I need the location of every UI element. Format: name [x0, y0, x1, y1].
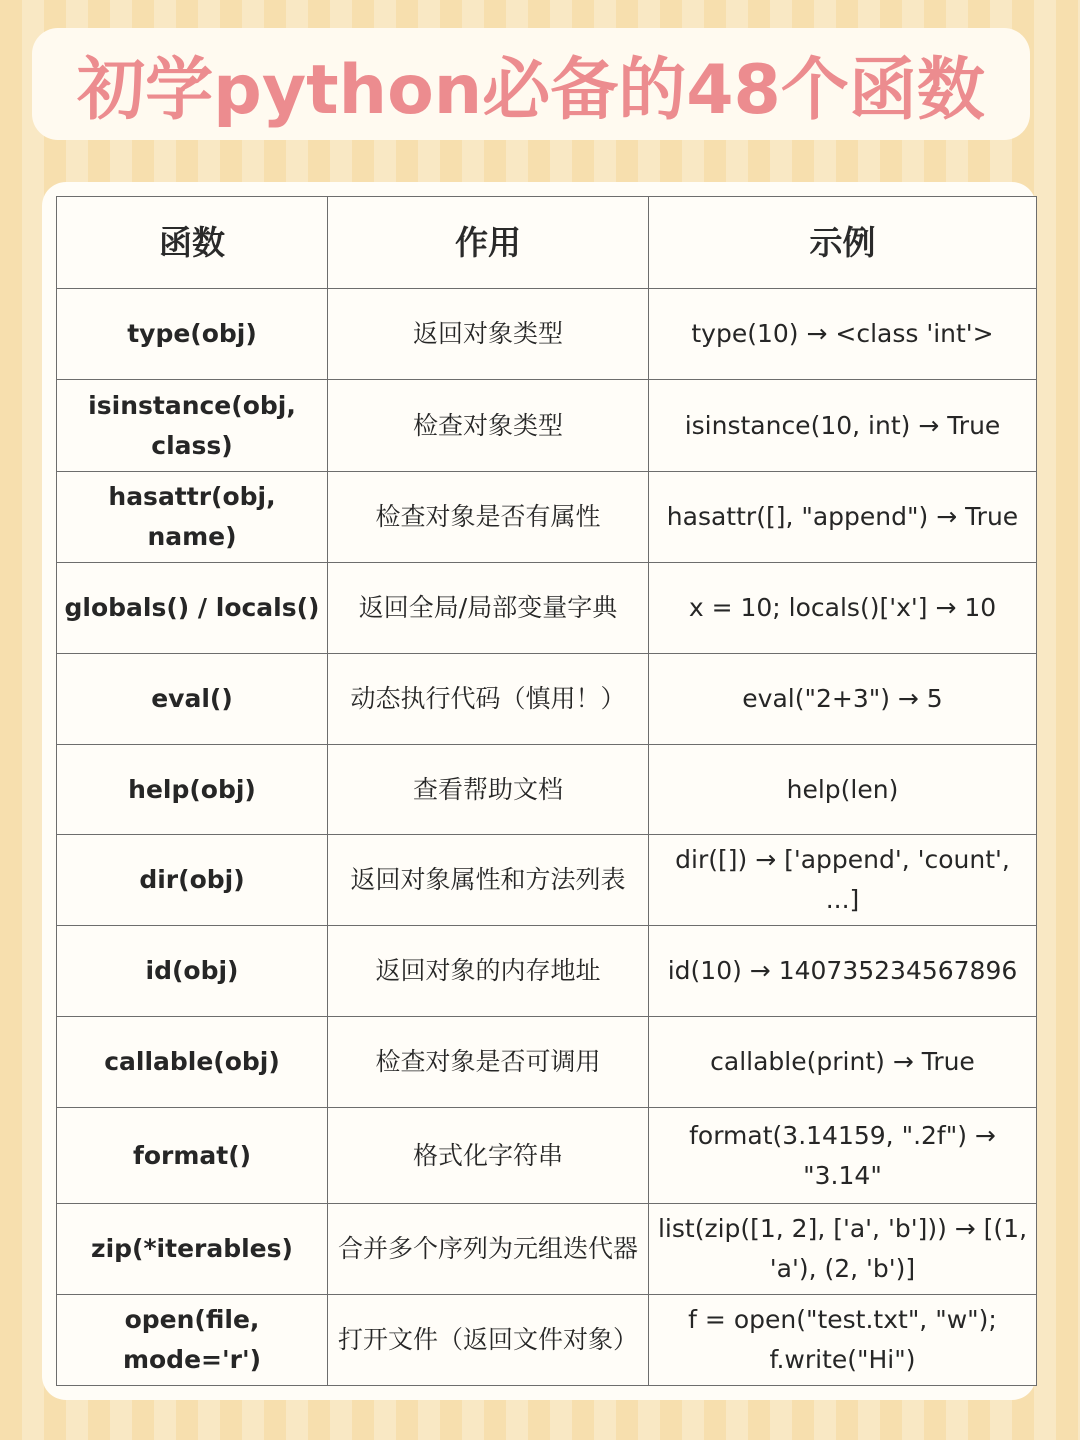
function-name: isinstance(obj, class): [57, 380, 328, 472]
function-example: dir([]) → ['append', 'count', ...]: [649, 835, 1037, 926]
table-row: [57, 654, 1037, 745]
function-name: eval(): [57, 654, 328, 745]
function-example: callable(print) → True: [649, 1017, 1037, 1108]
function-purpose: 格式化字符串: [328, 1108, 649, 1204]
header-function: 函数: [57, 197, 328, 289]
function-name: dir(obj): [57, 835, 328, 926]
table-row: [57, 1017, 1037, 1108]
function-name: id(obj): [57, 926, 328, 1017]
function-purpose: 返回对象类型: [328, 289, 649, 380]
function-example: isinstance(10, int) → True: [649, 380, 1037, 472]
table-row: [57, 563, 1037, 654]
function-purpose: 返回对象属性和方法列表: [328, 835, 649, 926]
function-purpose: 返回对象的内存地址: [328, 926, 649, 1017]
table-row: [57, 1108, 1037, 1204]
function-example: eval("2+3") → 5: [649, 654, 1037, 745]
table-row: [57, 835, 1037, 926]
function-example: hasattr([], "append") → True: [649, 472, 1037, 563]
function-name: callable(obj): [57, 1017, 328, 1108]
function-purpose: 检查对象是否有属性: [328, 472, 649, 563]
function-name: help(obj): [57, 745, 328, 835]
function-purpose: 返回全局/局部变量字典: [328, 563, 649, 654]
function-example: f = open("test.txt", "w"); f.write("Hi"): [649, 1295, 1037, 1386]
function-name: globals() / locals(): [57, 563, 328, 654]
header-example: 示例: [649, 197, 1037, 289]
function-purpose: 检查对象类型: [328, 380, 649, 472]
function-example: id(10) → 140735234567896: [649, 926, 1037, 1017]
table-row: [57, 926, 1037, 1017]
title-card: [32, 28, 1030, 140]
function-purpose: 动态执行代码（慎用！）: [328, 654, 649, 745]
function-purpose: 检查对象是否可调用: [328, 1017, 649, 1108]
table-row: [57, 745, 1037, 835]
table-row: [57, 289, 1037, 380]
function-name: zip(*iterables): [57, 1204, 328, 1295]
function-table: [56, 196, 1037, 1386]
function-name: hasattr(obj, name): [57, 472, 328, 563]
table-row: [57, 472, 1037, 563]
page-title: 初学python必备的48个函数: [77, 50, 985, 130]
function-name: open(file, mode='r'): [57, 1295, 328, 1386]
function-purpose: 查看帮助文档: [328, 745, 649, 835]
function-example: help(len): [649, 745, 1037, 835]
function-name: type(obj): [57, 289, 328, 380]
table-row: [57, 1295, 1037, 1386]
table-row: [57, 1204, 1037, 1295]
function-purpose: 打开文件（返回文件对象）: [328, 1295, 649, 1386]
function-example: list(zip([1, 2], ['a', 'b'])) → [(1, 'a'), (2, 'b')]: [649, 1204, 1037, 1295]
function-example: type(10) → <class 'int'>: [649, 289, 1037, 380]
header-purpose: 作用: [328, 197, 649, 289]
function-name: format(): [57, 1108, 328, 1204]
table-header-row: [57, 197, 1037, 289]
function-example: x = 10; locals()['x'] → 10: [649, 563, 1037, 654]
function-example: format(3.14159, ".2f") → "3.14": [649, 1108, 1037, 1204]
table-row: [57, 380, 1037, 472]
function-purpose: 合并多个序列为元组迭代器: [328, 1204, 649, 1295]
